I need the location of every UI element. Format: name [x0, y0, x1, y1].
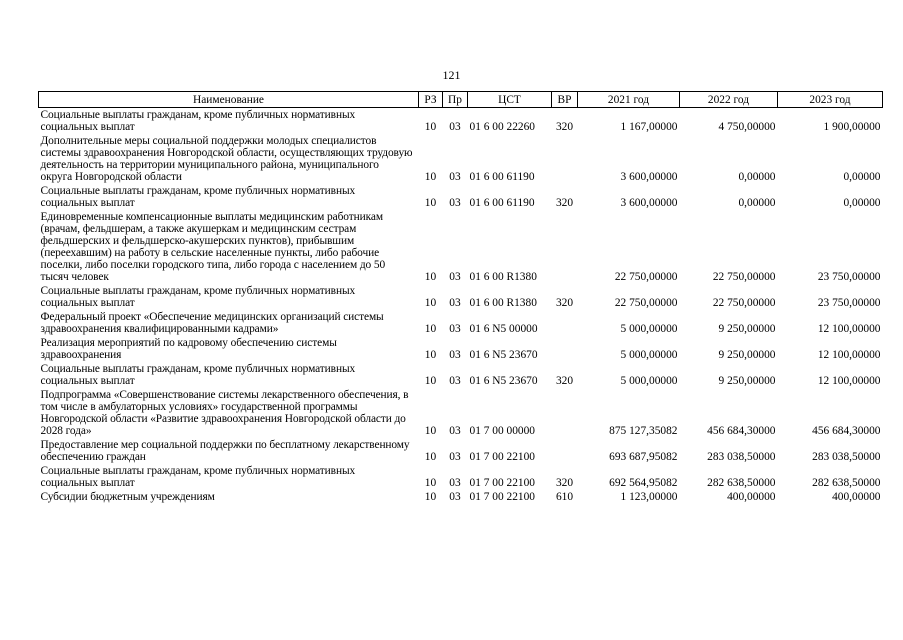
cell-name: Федеральный проект «Обеспечение медицинских организаций системы здравоохранения квалифицированными кадрами»	[40, 311, 384, 335]
cell-rz: 10	[424, 197, 437, 209]
cell-2022: 9 250,00000	[718, 323, 776, 335]
cell-2022: 22 750,00000	[712, 271, 776, 283]
cell-vr	[552, 336, 578, 362]
cell-2022: 456 684,30000	[707, 425, 776, 437]
budget-table	[38, 91, 883, 504]
table-row	[39, 388, 883, 438]
table-body	[39, 108, 883, 505]
cell-2022: 9 250,00000	[718, 375, 776, 387]
table-row	[39, 490, 883, 504]
cell-name: Единовременные компенсационные выплаты медицинским работникам (врачам, фельдшерам, а также акушеркам и медицинским сестрам фельдшерских и фельдшерско-акушерских пунктов), прибывшим (переехавшим) на работу в сельские населенные пункты, либо рабочие поселки, либо поселки городского типа, либо города с населением до 50 тысяч человек	[40, 211, 386, 283]
cell-pr: 03	[449, 349, 461, 361]
cell-2021: 1 123,00000	[620, 491, 678, 503]
cell-2021: 1 167,00000	[620, 121, 678, 133]
cell-2021: 22 750,00000	[614, 297, 678, 309]
cell-pr: 03	[449, 121, 461, 133]
cell-2023: 23 750,00000	[817, 271, 881, 283]
cell-2023: 12 100,00000	[817, 375, 881, 387]
header-cst: ЦСТ	[468, 92, 552, 108]
cell-rz: 10	[424, 425, 437, 437]
cell-rz: 10	[424, 477, 437, 489]
cell-name: Реализация мероприятий по кадровому обеспечению системы здравоохранения	[40, 337, 337, 361]
cell-pr: 03	[449, 451, 461, 463]
cell-vr	[552, 210, 578, 284]
cell-rz: 10	[424, 121, 437, 133]
table-row	[39, 108, 883, 135]
page-number: 121	[442, 68, 461, 82]
cell-pr: 03	[449, 425, 461, 437]
table-row	[39, 362, 883, 388]
cell-cst: 01 7 00 22100	[469, 477, 535, 489]
header-2021: 2021 год	[578, 92, 680, 108]
cell-cst: 01 6 00 61190	[469, 197, 535, 209]
cell-vr: 320	[555, 375, 574, 387]
cell-name: Социальные выплаты гражданам, кроме публичных нормативных социальных выплат	[40, 465, 356, 489]
cell-name: Предоставление мер социальной поддержки по бесплатному лекарственному обеспечению граждан	[40, 439, 410, 463]
cell-2023: 12 100,00000	[817, 349, 881, 361]
cell-vr	[552, 388, 578, 438]
cell-name: Субсидии бюджетным учреждениям	[40, 491, 215, 503]
cell-2023: 23 750,00000	[817, 297, 881, 309]
cell-cst: 01 6 N5 23670	[469, 349, 538, 361]
cell-2021: 692 564,95082	[609, 477, 678, 489]
cell-pr: 03	[449, 323, 461, 335]
cell-vr: 320	[555, 121, 574, 133]
cell-name: Подпрограмма «Совершенствование системы лекарственного обеспечения, в том числе в амбулаторных условиях» государственной программы Новгородской области «Развитие здравоохранения Новгородской области до 2028 года»	[40, 389, 409, 437]
header-vr: ВР	[552, 92, 578, 108]
cell-2021: 3 600,00000	[620, 197, 678, 209]
cell-rz: 10	[424, 375, 437, 387]
table-header-row	[39, 92, 883, 108]
cell-2021: 5 000,00000	[620, 323, 678, 335]
cell-vr: 320	[555, 297, 574, 309]
cell-2021: 3 600,00000	[620, 171, 678, 183]
cell-rz: 10	[424, 297, 437, 309]
cell-cst: 01 7 00 22100	[469, 451, 535, 463]
cell-2022: 283 038,50000	[707, 451, 776, 463]
table-row	[39, 438, 883, 464]
cell-vr: 610	[555, 491, 574, 503]
cell-cst: 01 6 00 22260	[469, 121, 535, 133]
cell-vr	[552, 134, 578, 184]
cell-rz: 10	[424, 349, 437, 361]
cell-2023: 0,00000	[843, 197, 881, 209]
cell-name: Социальные выплаты гражданам, кроме публичных нормативных социальных выплат	[40, 285, 356, 309]
cell-cst: 01 7 00 22100	[469, 491, 535, 503]
cell-cst: 01 6 00 R1380	[469, 271, 537, 283]
table-row	[39, 184, 883, 210]
table-row	[39, 210, 883, 284]
cell-rz: 10	[424, 271, 437, 283]
cell-pr: 03	[449, 197, 461, 209]
cell-pr: 03	[449, 491, 461, 503]
cell-2022: 282 638,50000	[707, 477, 776, 489]
cell-rz: 10	[424, 171, 437, 183]
header-rz: РЗ	[419, 92, 443, 108]
cell-name: Социальные выплаты гражданам, кроме публичных нормативных социальных выплат	[40, 185, 356, 209]
header-2022: 2022 год	[680, 92, 778, 108]
cell-2021: 875 127,35082	[609, 425, 678, 437]
header-2023: 2023 год	[778, 92, 883, 108]
table-row	[39, 134, 883, 184]
cell-cst: 01 7 00 00000	[469, 425, 535, 437]
table-row	[39, 284, 883, 310]
cell-vr	[552, 310, 578, 336]
cell-2021: 5 000,00000	[620, 375, 678, 387]
cell-2023: 1 900,00000	[823, 121, 881, 133]
cell-pr: 03	[449, 271, 461, 283]
cell-cst: 01 6 N5 00000	[469, 323, 538, 335]
cell-2023: 283 038,50000	[812, 451, 881, 463]
cell-name: Дополнительные меры социальной поддержки молодых специалистов системы здравоохранения Новгородской области, осуществляющих трудовую деятельность на территории муниципального района, муниципального округа Новгородской области	[40, 135, 413, 183]
header-name: Наименование	[39, 92, 419, 108]
cell-2023: 12 100,00000	[817, 323, 881, 335]
cell-2021: 22 750,00000	[614, 271, 678, 283]
cell-2021: 693 687,95082	[609, 451, 678, 463]
cell-2022: 400,00000	[727, 491, 776, 503]
cell-name: Социальные выплаты гражданам, кроме публичных нормативных социальных выплат	[40, 363, 356, 387]
cell-name: Социальные выплаты гражданам, кроме публичных нормативных социальных выплат	[40, 109, 356, 133]
cell-pr: 03	[449, 297, 461, 309]
cell-2021: 5 000,00000	[620, 349, 678, 361]
table-row	[39, 310, 883, 336]
header-pr: Пр	[443, 92, 468, 108]
cell-rz: 10	[424, 451, 437, 463]
table-row	[39, 336, 883, 362]
cell-2022: 4 750,00000	[718, 121, 776, 133]
cell-2022: 22 750,00000	[712, 297, 776, 309]
cell-cst: 01 6 00 R1380	[469, 297, 537, 309]
cell-rz: 10	[424, 323, 437, 335]
cell-vr	[552, 438, 578, 464]
cell-2023: 282 638,50000	[812, 477, 881, 489]
cell-vr: 320	[555, 477, 574, 489]
cell-pr: 03	[449, 171, 461, 183]
cell-rz: 10	[424, 491, 437, 503]
cell-2023: 400,00000	[832, 491, 881, 503]
cell-vr: 320	[555, 197, 574, 209]
cell-2022: 9 250,00000	[718, 349, 776, 361]
cell-2022: 0,00000	[738, 171, 776, 183]
cell-pr: 03	[449, 375, 461, 387]
cell-2023: 0,00000	[843, 171, 881, 183]
cell-2022: 0,00000	[738, 197, 776, 209]
cell-cst: 01 6 N5 23670	[469, 375, 538, 387]
table-row	[39, 464, 883, 490]
cell-cst: 01 6 00 61190	[469, 171, 535, 183]
cell-2023: 456 684,30000	[812, 425, 881, 437]
cell-pr: 03	[449, 477, 461, 489]
